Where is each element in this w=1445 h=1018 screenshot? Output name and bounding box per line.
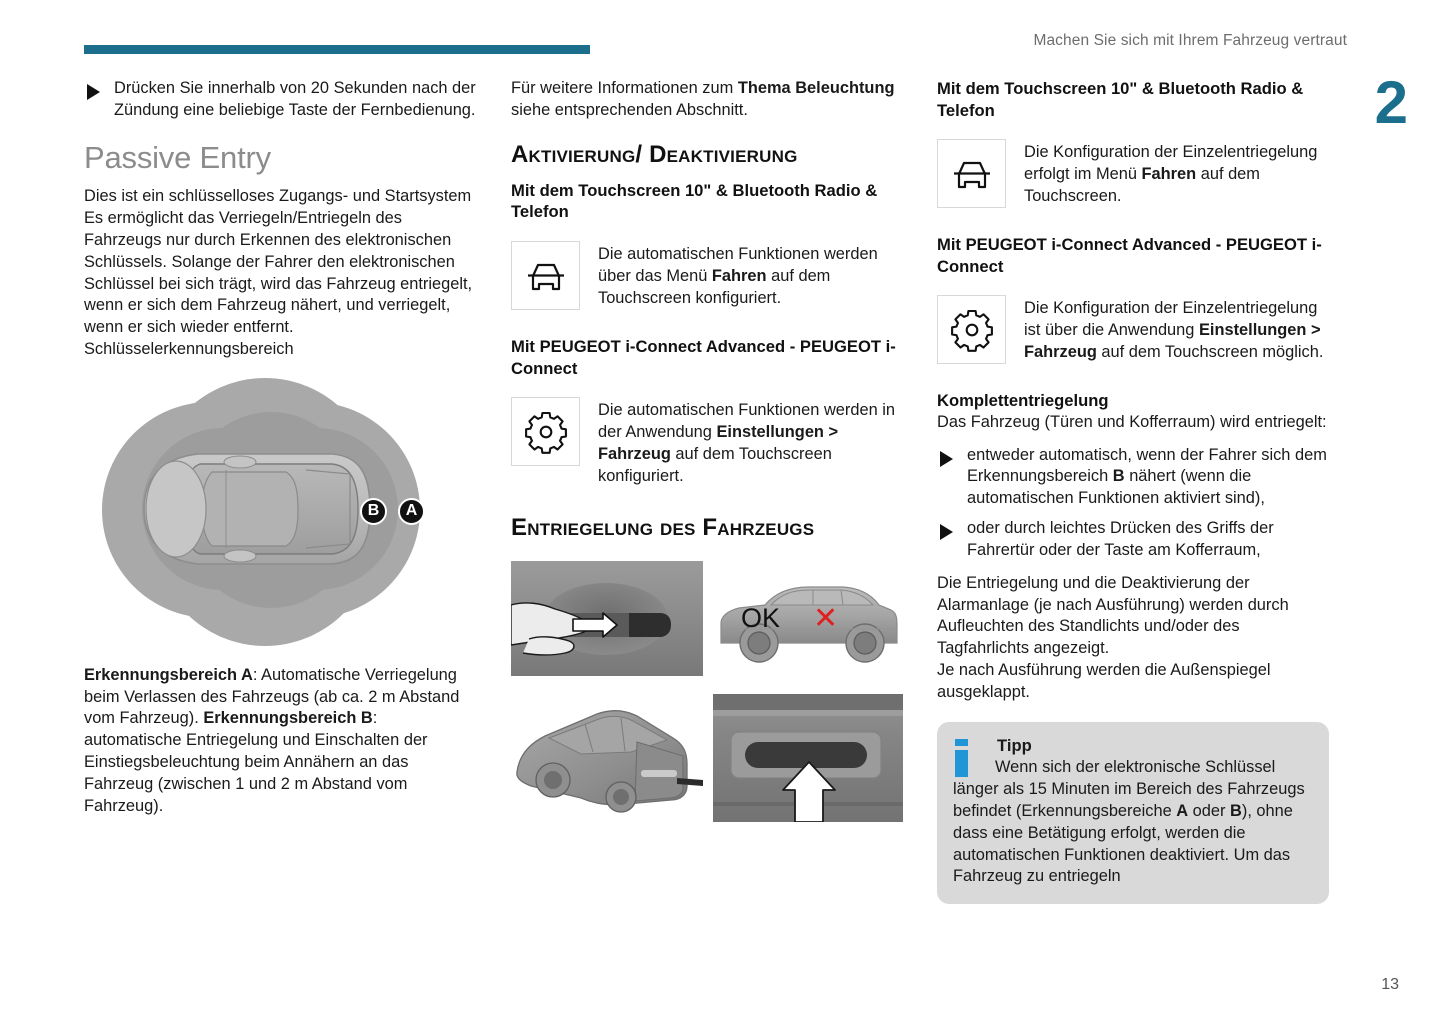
caption-text-a: : Automatische Verriegelung beim Verlassen des Fahrzeugs (ab ca. 2 m Abstand vom Fahrzeug). (84, 665, 460, 728)
car-rear-three-quarter-photo (511, 694, 703, 822)
page-number: 13 (1381, 976, 1399, 993)
caption-text-b: : automatische Entriegelung und Einschalten der Einstiegsbeleuchtung beim Annähern an das Fahrzeug (zwischen 1 und 2 m Abstand vom Fahrzeug). (84, 709, 428, 815)
subheading-peugeot-iconnect-right: Mit PEUGEOT i-Connect Advanced - PEUGEOT i-Connect (937, 235, 1322, 276)
icon-text-pre: Die automatischen Funktionen werden in der Anwendung (598, 401, 896, 441)
caption-lead-b: Erkennungsbereich B (203, 709, 373, 728)
icon-text-post: auf dem Touchscreen möglich. (1096, 342, 1324, 361)
subheading-peugeot-iconnect: Mit PEUGEOT i-Connect Advanced - PEUGEOT i-Connect (511, 337, 896, 378)
icon-text-post: auf dem Touchscreen konfiguriert. (598, 266, 831, 307)
gear-glyph (949, 307, 995, 353)
column-middle (511, 78, 903, 822)
heading-aktivierung-deaktivierung: Aktivierung/ Deaktivierung (511, 140, 798, 168)
badge-zone-b: B (360, 498, 387, 525)
paragraph-intro-3: Schlüsselerkennungsbereich (84, 339, 294, 358)
icon-text-post: auf dem Touchscreen. (1024, 164, 1260, 205)
car-front-glyph (523, 259, 569, 293)
subheading-touchscreen-bluetooth: Mit dem Touchscreen 10" & Bluetooth Radio & Telefon (511, 180, 878, 222)
figure-pair-unlock (511, 561, 903, 676)
tip-text-2: oder (1188, 801, 1231, 820)
paragraph-intro-1: Dies ist ein schlüsselloses Zugangs- und Startsystem (84, 187, 472, 206)
gear-glyph (523, 409, 569, 455)
subheading-komplettentriegelung: Komplettentriegelung (937, 391, 1109, 411)
car-rear-illustration (511, 694, 703, 822)
icon-text-bold: Einstellungen > Fahrzeug (598, 422, 839, 463)
tip-text-3: ), ohne dass eine Betätigung erfolgt, werden die automatischen Funktionen deaktiviert. Um das Fahrzeug zu entriegeln (953, 801, 1293, 886)
icon-text-pre: Die automatischen Funktionen werden über das Menü (598, 245, 878, 285)
heading-entriegelung-des-fahrzeugs: Entriegelung des Fahrzeugs (511, 514, 815, 542)
section-title-passive-entry: Passive Entry (84, 139, 271, 175)
tailgate-button-detail-photo (713, 694, 903, 822)
icon-text-post: auf dem Touchscreen konfiguriert. (598, 444, 832, 485)
icon-row-text (598, 397, 903, 487)
tip-body-text (953, 757, 1313, 888)
tip-text-1: Wenn sich der elektronische Schlüssel länger als 15 Minuten im Bereich des Fahrzeugs befindet (Erkennungsbereiche (953, 758, 1305, 820)
paragraph-mirrors: Je nach Ausführung werden die Außenspiegel ausgeklappt. (937, 660, 1271, 701)
icon-row-touchscreen-config (511, 241, 903, 310)
tip-title: Tipp (997, 735, 1032, 755)
icon-row-single-unlock-touchscreen (937, 139, 1329, 208)
subheading-touchscreen-bluetooth-right: Mit dem Touchscreen 10" & Bluetooth Radio & Telefon (937, 79, 1304, 120)
icon-row-iconnect-config (511, 397, 903, 487)
tip-callout-box (937, 722, 1329, 905)
figure-pair-tailgate (511, 694, 903, 822)
paragraph-intro-2: Es ermöglicht das Verriegeln/Entriegeln des Fahrzeugs nur durch Erkennen des elektronischen Schlüssels. Solange der Fahrer den elektronischen Schlüssel bei sich trägt, wird das Fahrzeug entriegelt, wenn er sich dem Fahrzeug nähert, und verriegelt, wenn er sich wieder entfernt. (84, 209, 473, 337)
header-accent-rule (84, 45, 590, 54)
chapter-number: 2 (1374, 69, 1407, 136)
icon-text-pre: Die Konfiguration der Einzelentriegelung erfolgt im Menü (1024, 143, 1318, 183)
ok-label: OK (741, 602, 781, 633)
paragraph-unlock-indication: Die Entriegelung und die Deaktivierung der Alarmanlage (je nach Ausführung) werden durch Aufleuchten des Standlichts und/oder des Tagfahrlichts angezeigt. (937, 573, 1289, 658)
info-icon-stem (955, 750, 968, 777)
car-front-glyph (949, 157, 995, 191)
bullet-text-post: nähert (wenn die automatischen Funktionen aktiviert sind), (967, 467, 1265, 508)
badge-zone-a: A (398, 498, 425, 525)
figure-key-detection-zones (84, 372, 476, 654)
icon-row-text (1024, 295, 1329, 363)
door-handle-illustration (511, 561, 703, 676)
triangle-bullet-icon (87, 84, 100, 100)
car-top-view-illustration (136, 448, 376, 570)
icon-text-bold: Fahren (1141, 164, 1197, 183)
gear-icon (511, 397, 580, 466)
x-label: ✕ (813, 601, 839, 635)
triangle-bullet-icon (940, 451, 953, 467)
page-header-title: Machen Sie sich mit Ihrem Fahrzeug vertraut (1033, 32, 1347, 49)
icon-row-text (598, 241, 903, 309)
tailgate-button-illustration (713, 694, 903, 822)
figure-caption (84, 665, 476, 818)
intro-post-text: siehe entsprechenden Abschnitt. (511, 100, 748, 119)
icon-text-bold: Fahren (711, 266, 767, 285)
intro-bold-text: Thema Beleuchtung (737, 79, 895, 97)
column-right (937, 78, 1329, 904)
intro-bullet-list (84, 78, 476, 122)
bullet-text-bold: B (1112, 467, 1125, 486)
car-side-ok-x-photo (713, 561, 903, 676)
icon-text-pre: Die Konfiguration der Einzelentriegelung ist über die Anwendung (1024, 299, 1318, 340)
bullet-text-pre: oder durch leichtes Drücken des Griffs der Fahrertür oder der Taste am Kofferraum, (967, 519, 1274, 559)
caption-lead-a: Erkennungsbereich A (84, 665, 253, 684)
bullet-text-pre: entweder automatisch, wenn der Fahrer sich dem Erkennungsbereich (967, 445, 1327, 486)
bullet-text: Drücken Sie innerhalb von 20 Sekunden nach der Zündung eine beliebige Taste der Fernbedienung. (114, 79, 476, 119)
list-item (84, 78, 476, 122)
intro-pre-text: Für weitere Informationen zum (511, 79, 738, 97)
tip-bold-b: B (1230, 801, 1242, 820)
info-icon (955, 739, 968, 777)
icon-row-text (1024, 139, 1329, 207)
list-item (937, 445, 1329, 510)
tip-bold-a: A (1176, 801, 1189, 820)
triangle-bullet-icon (940, 524, 953, 540)
car-front-icon (937, 139, 1006, 208)
icon-row-single-unlock-iconnect (937, 295, 1329, 364)
gear-icon (937, 295, 1006, 364)
paragraph-unlock-intro: Das Fahrzeug (Türen und Kofferraum) wird entriegelt: (937, 412, 1327, 431)
car-front-icon (511, 241, 580, 310)
paragraph-lighting-reference (511, 78, 903, 122)
door-handle-press-photo (511, 561, 703, 676)
unlock-bullet-list (937, 445, 1329, 562)
info-icon-dot (955, 739, 968, 746)
icon-text-bold: Einstellungen > Fahrzeug (1024, 321, 1321, 361)
list-item (937, 518, 1329, 562)
column-left (84, 78, 476, 817)
